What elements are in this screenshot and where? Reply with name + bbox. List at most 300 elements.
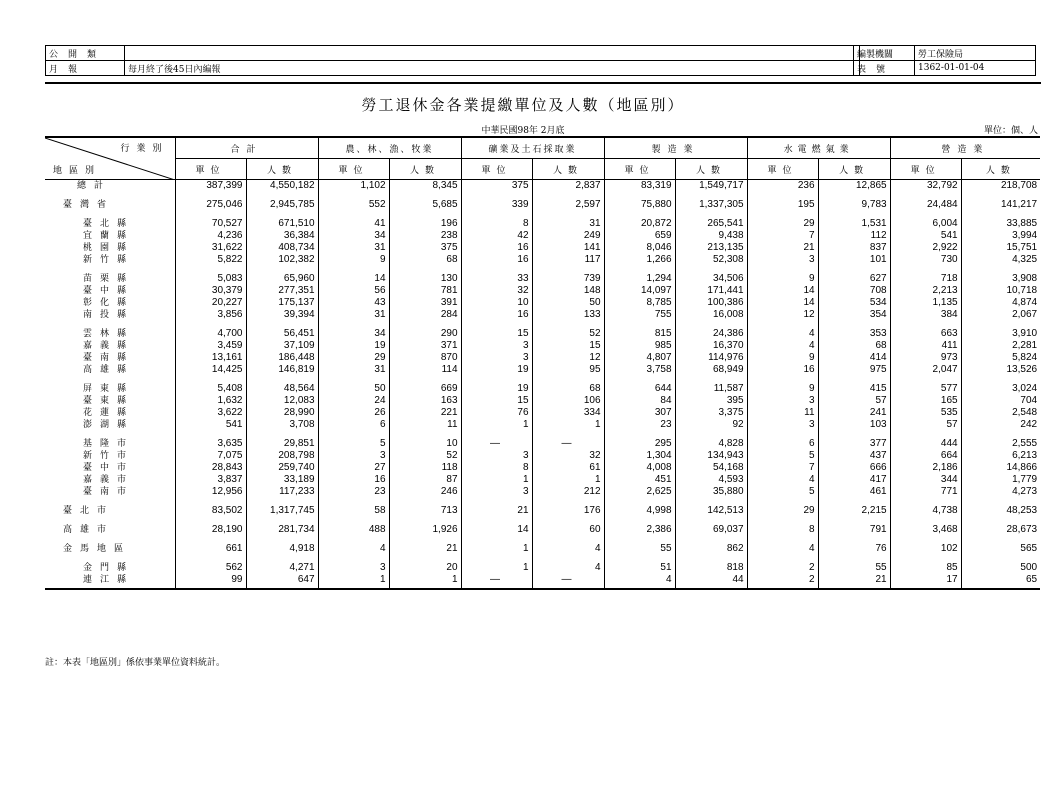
table-row bbox=[45, 230, 1040, 242]
cell-units: 9 bbox=[747, 273, 818, 285]
cell-units: 5 bbox=[747, 486, 818, 498]
cell-persons: 395 bbox=[675, 395, 747, 407]
cell-persons: 95 bbox=[532, 364, 604, 376]
table-row bbox=[45, 340, 1040, 352]
cell-units: 488 bbox=[318, 524, 389, 536]
cell-persons: 1,549,717 bbox=[675, 180, 747, 193]
table-row bbox=[45, 438, 1040, 450]
cell-units: 659 bbox=[604, 230, 675, 242]
cell-persons: 28,673 bbox=[961, 524, 1040, 536]
cell-units: 1,135 bbox=[890, 297, 961, 309]
report-type-label: 月報 bbox=[46, 61, 125, 76]
cell-persons: 3,375 bbox=[675, 407, 747, 419]
cell-persons: 4 bbox=[532, 543, 604, 555]
cell-persons: 4,271 bbox=[246, 562, 318, 574]
subheader-persons: 人數 bbox=[246, 159, 318, 180]
cell-units: 2 bbox=[747, 574, 818, 589]
cell-persons: 671,510 bbox=[246, 218, 318, 230]
cell-persons: 29,851 bbox=[246, 438, 318, 450]
region-name: 臺南縣 bbox=[83, 353, 135, 363]
cell-units: 7 bbox=[747, 230, 818, 242]
corner-industry-label: 行業別 bbox=[120, 144, 169, 154]
table-row bbox=[45, 524, 1040, 536]
cell-persons: 500 bbox=[961, 562, 1040, 574]
cell-persons: 50 bbox=[532, 297, 604, 309]
cell-persons: 259,740 bbox=[246, 462, 318, 474]
cell-persons: 114 bbox=[389, 364, 461, 376]
cell-persons: 4,918 bbox=[246, 543, 318, 555]
cell-units: 8 bbox=[747, 524, 818, 536]
cell-persons: 33,189 bbox=[246, 474, 318, 486]
cell-persons: 12 bbox=[532, 352, 604, 364]
cell-units: 20,872 bbox=[604, 218, 675, 230]
cell-units: 34 bbox=[318, 230, 389, 242]
cell-units: 3 bbox=[461, 450, 532, 462]
cell-persons: 5,824 bbox=[961, 352, 1040, 364]
subheader-units: 單位 bbox=[461, 159, 532, 180]
cell-units: 4 bbox=[318, 543, 389, 555]
cell-units: 50 bbox=[318, 383, 389, 395]
cell-persons: 4,273 bbox=[961, 486, 1040, 498]
unit-label: 單位：個、人 bbox=[983, 126, 1038, 136]
cell-persons: 92 bbox=[675, 419, 747, 431]
cell-persons: 68 bbox=[389, 254, 461, 266]
cell-persons: 48,564 bbox=[246, 383, 318, 395]
table-row bbox=[45, 352, 1040, 364]
cell-persons: 196 bbox=[389, 218, 461, 230]
cell-units: 23 bbox=[318, 486, 389, 498]
cell-units: 3 bbox=[747, 419, 818, 431]
cell-units: 1,304 bbox=[604, 450, 675, 462]
cell-persons: 31 bbox=[532, 218, 604, 230]
cell-units: 3 bbox=[747, 395, 818, 407]
cell-units: 33 bbox=[461, 273, 532, 285]
cell-persons: 9,783 bbox=[818, 199, 890, 211]
industry-header: 水電燃氣業 bbox=[747, 137, 890, 159]
cell-units: 75,880 bbox=[604, 199, 675, 211]
cell-persons: 146,819 bbox=[246, 364, 318, 376]
cell-persons: 8,345 bbox=[389, 180, 461, 193]
cell-units: 3,837 bbox=[175, 474, 246, 486]
region-name: 澎湖縣 bbox=[83, 420, 135, 430]
footnote: 註：本表「地區別」係依事業單位資料統計。 bbox=[45, 658, 226, 668]
table-row bbox=[45, 574, 1040, 589]
cell-units: 973 bbox=[890, 352, 961, 364]
subheader-units: 單位 bbox=[175, 159, 246, 180]
cell-persons: 781 bbox=[389, 285, 461, 297]
cell-units: 3 bbox=[461, 486, 532, 498]
cell-units: 3 bbox=[747, 254, 818, 266]
cell-persons: 3,708 bbox=[246, 419, 318, 431]
cell-persons: 862 bbox=[675, 543, 747, 555]
cell-units: 562 bbox=[175, 562, 246, 574]
cell-units: 236 bbox=[747, 180, 818, 193]
cell-persons: 12,865 bbox=[818, 180, 890, 193]
cell-persons: 208,798 bbox=[246, 450, 318, 462]
cell-units: 2,186 bbox=[890, 462, 961, 474]
cell-persons: 1 bbox=[532, 419, 604, 431]
region-name: 宜蘭縣 bbox=[83, 231, 135, 241]
cell-units: 19 bbox=[461, 364, 532, 376]
cell-persons: 627 bbox=[818, 273, 890, 285]
cell-persons: 246 bbox=[389, 486, 461, 498]
region-name: 連江縣 bbox=[45, 574, 175, 589]
cell-persons: 141 bbox=[532, 242, 604, 254]
cell-persons: 142,513 bbox=[675, 505, 747, 517]
table-row bbox=[45, 543, 1040, 555]
cell-units: 535 bbox=[890, 407, 961, 419]
cell-persons: 65,960 bbox=[246, 273, 318, 285]
cell-persons: 975 bbox=[818, 364, 890, 376]
cell-units: 1,294 bbox=[604, 273, 675, 285]
cell-persons: 1,337,305 bbox=[675, 199, 747, 211]
cell-units: 102 bbox=[890, 543, 961, 555]
cell-units: 20,227 bbox=[175, 297, 246, 309]
region-name: 新竹縣 bbox=[83, 255, 135, 265]
cell-units: 451 bbox=[604, 474, 675, 486]
industry-header: 合計 bbox=[175, 137, 318, 159]
cell-persons: 353 bbox=[818, 328, 890, 340]
cell-units: 3,459 bbox=[175, 340, 246, 352]
cell-units: 14 bbox=[318, 273, 389, 285]
cell-units: 11 bbox=[747, 407, 818, 419]
cell-persons: 60 bbox=[532, 524, 604, 536]
cell-persons: 2,945,785 bbox=[246, 199, 318, 211]
cell-units: 339 bbox=[461, 199, 532, 211]
cell-persons: 37,109 bbox=[246, 340, 318, 352]
cell-units: 195 bbox=[747, 199, 818, 211]
cell-units: 14 bbox=[461, 524, 532, 536]
cell-units: 730 bbox=[890, 254, 961, 266]
cell-units: 5 bbox=[318, 438, 389, 450]
cell-persons: 112 bbox=[818, 230, 890, 242]
table-row bbox=[45, 218, 1040, 230]
cell-units: 13,161 bbox=[175, 352, 246, 364]
agency-value: 勞工保險局 bbox=[915, 46, 1036, 61]
table-corner-header bbox=[45, 137, 175, 180]
cell-units: 7,075 bbox=[175, 450, 246, 462]
subheader-persons: 人數 bbox=[818, 159, 890, 180]
cell-units: 42 bbox=[461, 230, 532, 242]
cell-units: 83,502 bbox=[175, 505, 246, 517]
cell-persons: 52 bbox=[389, 450, 461, 462]
cell-persons: 265,541 bbox=[675, 218, 747, 230]
cell-units: 411 bbox=[890, 340, 961, 352]
subheader-persons: 人數 bbox=[961, 159, 1040, 180]
spacer-row bbox=[45, 321, 1040, 328]
cell-units: 15 bbox=[461, 328, 532, 340]
cell-persons: 1,531 bbox=[818, 218, 890, 230]
cell-units: 41 bbox=[318, 218, 389, 230]
cell-units: 307 bbox=[604, 407, 675, 419]
cell-persons: 12,083 bbox=[246, 395, 318, 407]
cell-persons: 666 bbox=[818, 462, 890, 474]
cell-persons: 11,587 bbox=[675, 383, 747, 395]
cell-persons: 371 bbox=[389, 340, 461, 352]
region-name: 金門縣 bbox=[83, 563, 135, 573]
cell-persons: 4,325 bbox=[961, 254, 1040, 266]
cell-units: 1 bbox=[461, 474, 532, 486]
industry-header: 製造業 bbox=[604, 137, 747, 159]
cell-persons: 34,506 bbox=[675, 273, 747, 285]
region-name: 雲林縣 bbox=[83, 329, 135, 339]
cell-units: 275,046 bbox=[175, 199, 246, 211]
agency-label: 編製機關 bbox=[854, 46, 915, 61]
table-row bbox=[45, 273, 1040, 285]
cell-units: 12,956 bbox=[175, 486, 246, 498]
cell-persons: 417 bbox=[818, 474, 890, 486]
spacer-row bbox=[45, 211, 1040, 218]
cell-units: 2,922 bbox=[890, 242, 961, 254]
cell-persons: 290 bbox=[389, 328, 461, 340]
cell-persons: 100,386 bbox=[675, 297, 747, 309]
cell-persons: 281,734 bbox=[246, 524, 318, 536]
cell-units: 4,236 bbox=[175, 230, 246, 242]
table-row bbox=[45, 419, 1040, 431]
cell-units: 4,700 bbox=[175, 328, 246, 340]
cell-persons: 15,751 bbox=[961, 242, 1040, 254]
cell-persons: 375 bbox=[389, 242, 461, 254]
region-name: 嘉義市 bbox=[83, 475, 135, 485]
cell-units: 295 bbox=[604, 438, 675, 450]
cell-persons: 130 bbox=[389, 273, 461, 285]
subheader-units: 單位 bbox=[747, 159, 818, 180]
cell-persons: 534 bbox=[818, 297, 890, 309]
cell-persons: 118 bbox=[389, 462, 461, 474]
cell-persons: 10,718 bbox=[961, 285, 1040, 297]
cell-persons: 21 bbox=[818, 574, 890, 589]
cell-persons: 54,168 bbox=[675, 462, 747, 474]
spacer-row bbox=[45, 517, 1040, 524]
cell-persons: 16,008 bbox=[675, 309, 747, 321]
cell-persons: 5,685 bbox=[389, 199, 461, 211]
cell-units: 51 bbox=[604, 562, 675, 574]
cell-units: 8,785 bbox=[604, 297, 675, 309]
cell-persons: 175,137 bbox=[246, 297, 318, 309]
cell-persons: 6,213 bbox=[961, 450, 1040, 462]
cell-persons: 669 bbox=[389, 383, 461, 395]
cell-units: 21 bbox=[747, 242, 818, 254]
cell-persons: 39,394 bbox=[246, 309, 318, 321]
spacer-row bbox=[45, 266, 1040, 273]
cell-units: 1 bbox=[461, 562, 532, 574]
cell-units: 5 bbox=[747, 450, 818, 462]
cell-persons: 249 bbox=[532, 230, 604, 242]
cell-persons: 238 bbox=[389, 230, 461, 242]
cell-units: 14 bbox=[747, 297, 818, 309]
table-row bbox=[45, 505, 1040, 517]
table-row bbox=[45, 309, 1040, 321]
industry-header: 礦業及土石採取業 bbox=[461, 137, 604, 159]
region-name: 花蓮縣 bbox=[83, 408, 135, 418]
cell-persons: 69,037 bbox=[675, 524, 747, 536]
cell-units: 2,386 bbox=[604, 524, 675, 536]
cell-units: 1,102 bbox=[318, 180, 389, 193]
region-name: 臺東縣 bbox=[83, 396, 135, 406]
cell-persons: 9,438 bbox=[675, 230, 747, 242]
cell-units: 34 bbox=[318, 328, 389, 340]
form-number-value: 1362-01-01-04 bbox=[915, 61, 1036, 76]
industry-header: 農、林、漁、牧業 bbox=[318, 137, 461, 159]
cell-units: 16 bbox=[461, 242, 532, 254]
table-row bbox=[45, 285, 1040, 297]
table-row bbox=[45, 242, 1040, 254]
cell-persons: 76 bbox=[818, 543, 890, 555]
cell-units: 3,635 bbox=[175, 438, 246, 450]
table-row bbox=[45, 297, 1040, 309]
cell-persons: 133 bbox=[532, 309, 604, 321]
region-name: 臺中市 bbox=[83, 463, 135, 473]
report-schedule-value: 每月終了後45日內編報 bbox=[125, 61, 860, 76]
cell-persons: 242 bbox=[961, 419, 1040, 431]
cell-units: 83,319 bbox=[604, 180, 675, 193]
cell-units: 57 bbox=[890, 419, 961, 431]
industry-header: 營造業 bbox=[890, 137, 1040, 159]
cell-units: 444 bbox=[890, 438, 961, 450]
region-name: 金馬地區 bbox=[63, 544, 132, 554]
cell-units: 28,190 bbox=[175, 524, 246, 536]
cell-units: 3,622 bbox=[175, 407, 246, 419]
cell-persons: 218,708 bbox=[961, 180, 1040, 193]
cell-units: 14,425 bbox=[175, 364, 246, 376]
cell-units: 85 bbox=[890, 562, 961, 574]
cell-persons: 117 bbox=[532, 254, 604, 266]
cell-units: 1 bbox=[461, 419, 532, 431]
table-row bbox=[45, 562, 1040, 574]
region-name: 臺北縣 bbox=[83, 219, 135, 229]
table-row bbox=[45, 364, 1040, 376]
cell-persons: 102,382 bbox=[246, 254, 318, 266]
cell-units: 1,266 bbox=[604, 254, 675, 266]
cell-persons: 33,885 bbox=[961, 218, 1040, 230]
subheader-persons: 人數 bbox=[675, 159, 747, 180]
cell-persons: 4,874 bbox=[961, 297, 1040, 309]
cell-units: 31,622 bbox=[175, 242, 246, 254]
cell-persons: 24,386 bbox=[675, 328, 747, 340]
region-name: 新竹市 bbox=[83, 451, 135, 461]
cell-units: 19 bbox=[318, 340, 389, 352]
region-name: 嘉義縣 bbox=[83, 341, 135, 351]
cell-persons: 61 bbox=[532, 462, 604, 474]
cell-persons: 44 bbox=[675, 574, 747, 589]
cell-units: 5,822 bbox=[175, 254, 246, 266]
cell-persons: 2,597 bbox=[532, 199, 604, 211]
cell-units: 29 bbox=[747, 505, 818, 517]
cell-persons: 10 bbox=[389, 438, 461, 450]
cell-persons: 2,555 bbox=[961, 438, 1040, 450]
cell-units: 27 bbox=[318, 462, 389, 474]
cell-units: 3,856 bbox=[175, 309, 246, 321]
cell-units: 2,213 bbox=[890, 285, 961, 297]
cell-persons: 1,926 bbox=[389, 524, 461, 536]
cell-units: 4 bbox=[747, 340, 818, 352]
cell-units: — bbox=[461, 574, 532, 589]
header-right bbox=[853, 45, 1036, 76]
header-left bbox=[45, 45, 860, 76]
table-row bbox=[45, 395, 1040, 407]
cell-units: 30,379 bbox=[175, 285, 246, 297]
cell-persons: 212 bbox=[532, 486, 604, 498]
region-name: 臺南市 bbox=[83, 487, 135, 497]
cell-units: 76 bbox=[461, 407, 532, 419]
region-name: 臺灣省 bbox=[63, 200, 115, 210]
cell-persons: 32 bbox=[532, 450, 604, 462]
table-row bbox=[45, 462, 1040, 474]
cell-units: 14,097 bbox=[604, 285, 675, 297]
cell-persons: 713 bbox=[389, 505, 461, 517]
cell-persons: 1,779 bbox=[961, 474, 1040, 486]
corner-region-label: 地區別 bbox=[53, 166, 102, 176]
cell-persons: 414 bbox=[818, 352, 890, 364]
cell-persons: 16,370 bbox=[675, 340, 747, 352]
cell-persons: 354 bbox=[818, 309, 890, 321]
cell-persons: 3,994 bbox=[961, 230, 1040, 242]
cell-persons: 1 bbox=[389, 574, 461, 589]
subheader-units: 單位 bbox=[604, 159, 675, 180]
cell-units: 31 bbox=[318, 364, 389, 376]
cell-persons: 3,910 bbox=[961, 328, 1040, 340]
cell-units: 375 bbox=[461, 180, 532, 193]
cell-persons: 163 bbox=[389, 395, 461, 407]
spacer-row bbox=[45, 498, 1040, 505]
cell-units: 58 bbox=[318, 505, 389, 517]
cell-units: 24,484 bbox=[890, 199, 961, 211]
region-name: 總計 bbox=[77, 181, 112, 191]
cell-units: 16 bbox=[318, 474, 389, 486]
cell-persons: 4 bbox=[532, 562, 604, 574]
cell-units: 644 bbox=[604, 383, 675, 395]
region-name: 桃園縣 bbox=[83, 243, 135, 253]
cell-units: 4,008 bbox=[604, 462, 675, 474]
cell-persons: 186,448 bbox=[246, 352, 318, 364]
cell-units: 661 bbox=[175, 543, 246, 555]
cell-units: 9 bbox=[318, 254, 389, 266]
cell-persons: 13,526 bbox=[961, 364, 1040, 376]
cell-persons: 56,451 bbox=[246, 328, 318, 340]
cell-persons: 704 bbox=[961, 395, 1040, 407]
table-row bbox=[45, 180, 1040, 193]
table-row bbox=[45, 407, 1040, 419]
cell-persons: 28,990 bbox=[246, 407, 318, 419]
cell-persons: 2,215 bbox=[818, 505, 890, 517]
cell-persons: 68 bbox=[818, 340, 890, 352]
cell-persons: 52 bbox=[532, 328, 604, 340]
cell-units: 3 bbox=[318, 450, 389, 462]
spacer-row bbox=[45, 555, 1040, 562]
cell-units: 3 bbox=[318, 562, 389, 574]
table-row bbox=[45, 474, 1040, 486]
table-row bbox=[45, 450, 1040, 462]
cell-persons: 1,317,745 bbox=[246, 505, 318, 517]
page-title: 勞工退休金各業提繳單位及人數（地區別） bbox=[361, 96, 685, 114]
cell-units: 4 bbox=[604, 574, 675, 589]
cell-units: 15 bbox=[461, 395, 532, 407]
cell-units: 19 bbox=[461, 383, 532, 395]
cell-persons: — bbox=[532, 574, 604, 589]
region-name: 屏東縣 bbox=[83, 384, 135, 394]
subheader-persons: 人數 bbox=[532, 159, 604, 180]
cell-units: 8 bbox=[461, 462, 532, 474]
cell-units: 6,004 bbox=[890, 218, 961, 230]
cell-units: 3,758 bbox=[604, 364, 675, 376]
cell-units: 2,625 bbox=[604, 486, 675, 498]
cell-persons: 1 bbox=[532, 474, 604, 486]
region-name: 臺中縣 bbox=[83, 286, 135, 296]
cell-units: 12 bbox=[747, 309, 818, 321]
cell-units: 29 bbox=[747, 218, 818, 230]
cell-units: 387,399 bbox=[175, 180, 246, 193]
cell-units: 718 bbox=[890, 273, 961, 285]
